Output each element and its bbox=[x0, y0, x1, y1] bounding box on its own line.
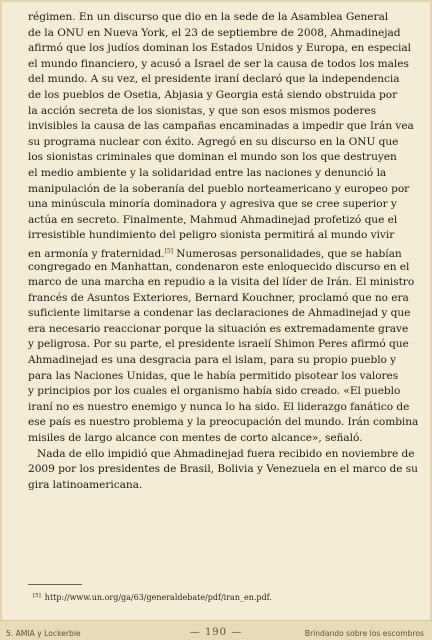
text-line: ese país es nuestro problema y la preocupación del mundo. Irán combina bbox=[28, 416, 419, 429]
text-line: manipulación de la soberanía del pueblo norteamericano y europeo por bbox=[28, 182, 410, 195]
paragraph-first-line: Nada de ello impidió que Ahmadinejad fuera recibido en noviembre de bbox=[37, 447, 415, 460]
text-line: y peligrosa. Por su parte, el presidente israelí Shimon Peres afirmó que bbox=[28, 338, 409, 351]
text-line: los sionistas criminales que dominan el mundo son los que destruyen bbox=[28, 151, 397, 164]
text-line: del mundo. A su vez, el presidente iraní declaró que la independencia bbox=[28, 73, 400, 86]
text-line: y principios por los cuales el organismo había sido creado. «El pueblo bbox=[28, 385, 401, 398]
book-title: Brindando sobre los escombros bbox=[304, 629, 424, 638]
text-line: para las Naciones Unidas, que le había permitido pisotear los valores bbox=[28, 369, 399, 382]
footnote bbox=[33, 593, 272, 602]
text-line: era necesario reaccionar porque la situación es extremadamente grave bbox=[28, 322, 409, 335]
body-text bbox=[28, 10, 419, 493]
text-line: misiles de largo alcance con mentes de corto alcance», señaló. bbox=[28, 432, 363, 445]
text-line: actúa en secreto. Finalmente, Mahmud Ahmadinejad profetizó que el bbox=[28, 213, 398, 226]
footnote-divider bbox=[28, 584, 82, 585]
text-line: congregado en Manhattan, condenaron este enloquecido discurso en el bbox=[28, 260, 410, 273]
text-line: iraní no es nuestro enemigo y nunca lo ha sido. El liderazgo fanático de bbox=[28, 400, 410, 413]
text-line: el mundo financiero, y acusó a Israel de ser la causa de todos los males bbox=[28, 57, 409, 70]
text-line: 2009 por los presidentes de Brasil, Bolivia y Venezuela en el marco de su bbox=[28, 463, 418, 476]
footnote-link[interactable]: http://www.un.org/ga/63/generaldebate/pdf/iran_en.pdf. bbox=[44, 593, 272, 602]
text-line: régimen. En un discurso que dio en la sede de la Asamblea General bbox=[28, 11, 389, 23]
text-line: suficiente limitarse a condenar las declaraciones de Ahmadinejad y que bbox=[28, 307, 411, 320]
text-line: marco de una marcha en repudio a la visita del líder de Irán. El ministro bbox=[28, 276, 415, 289]
footnote-number: [5] bbox=[33, 593, 41, 599]
text-line: gira latinoamericana. bbox=[28, 478, 143, 491]
text-line: irresistible hundimiento del peligro sionista permitirá al mundo vivir bbox=[28, 229, 395, 242]
text-line: Ahmadinejad es una desgracia para el islam, para su propio pueblo y bbox=[28, 354, 397, 367]
text-line: su programa nuclear con éxito. Agregó en su discurso en la ONU que bbox=[28, 135, 399, 148]
text-line: francés de Asuntos Exteriores, Bernard Kouchner, proclamó que no era bbox=[28, 291, 409, 304]
chapter-title: 5. AMIA y Lockerbie bbox=[6, 629, 81, 638]
text-line: una minúscula minoría dominadora y agresiva que se cree superior y bbox=[28, 198, 397, 211]
text-segment: Numerosas personalidades, que se habían bbox=[172, 247, 402, 260]
page-number: — 190 — bbox=[189, 627, 243, 638]
text-segment: en armonía y fraternidad. bbox=[28, 247, 165, 260]
page-footer bbox=[0, 620, 432, 640]
text-line: la acción secreta de los sionistas, y que son esos mismos poderes bbox=[28, 104, 377, 117]
text-line: afirmó que los judíos dominan los Estados Unidos y Europa, en especial bbox=[28, 42, 411, 55]
text-line: de los pueblos de Osetia, Abjasia y Georgia está siendo obstruida por bbox=[28, 88, 398, 101]
text-line-with-note bbox=[28, 244, 406, 260]
text-line: el medio ambiente y la solidaridad entre las naciones y denunció la bbox=[28, 166, 387, 179]
text-line: invisibles la causa de las campañas encaminadas a impedir que Irán vea bbox=[28, 120, 414, 133]
footnote-reference[interactable]: [5] bbox=[164, 247, 173, 255]
text-line: de la ONU en Nueva York, el 23 de septiembre de 2008, Ahmadinejad bbox=[28, 26, 401, 39]
